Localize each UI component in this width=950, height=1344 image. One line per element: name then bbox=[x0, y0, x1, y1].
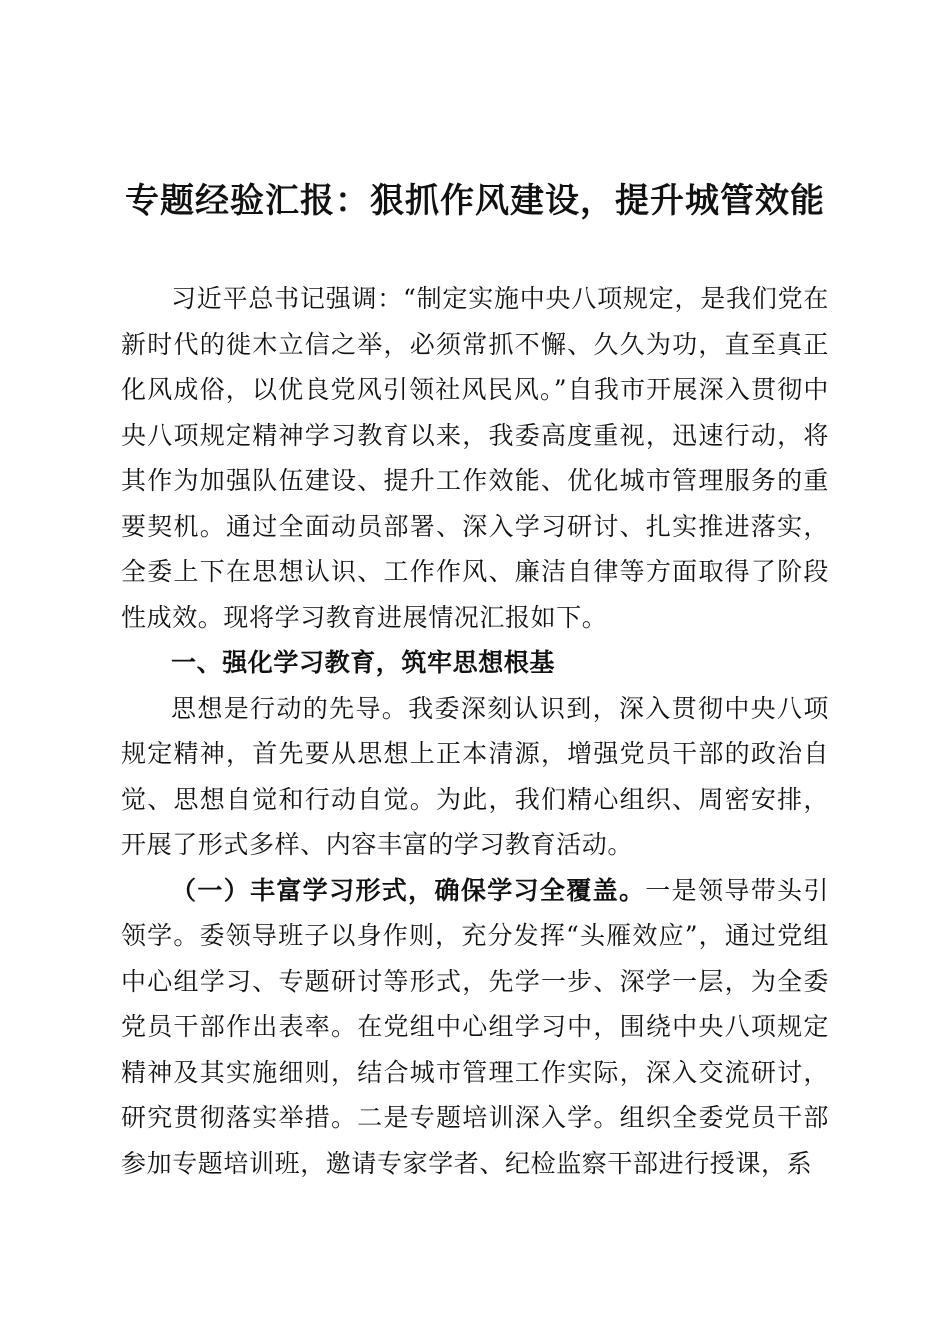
section-heading: 一、强化学习教育，筑牢思想根基 bbox=[171, 648, 556, 677]
subsection-text: 一是领导带头引领学。委领导班子以身作则，充分发挥“头雁效应”，通过党组中心组学习、专题研讨等形式，先学一步、深学一层，为全委党员干部作出表率。在党组中心组学习中，围绕中央八项规定精神及其实施细则，结合城市管理工作实际，深入交流研讨，研究贯彻落实举措。二是专题培训深入学。组织全委党员干部参加专题培训班，邀请专家学者、纪检监察干部进行授课，系 bbox=[121, 875, 829, 1178]
subsection-heading: （一）丰富学习形式，确保学习全覆盖。 bbox=[171, 875, 646, 905]
intro-paragraph: 习近平总书记强调：“制定实施中央八项规定，是我们党在新时代的徙木立信之举，必须常抓不懈、久久为功，直至真正化风成俗，以优良党风引领社风民风。”自我市开展深入贯彻中央八项规定精神学习教育以来，我委高度重视，迅速行动，将其作为加强队伍建设、提升工作效能、优化城市管理服务的重要契机。通过全面动员部署、深入学习研讨、扎实推进落实，全委上下在思想认识、工作作风、廉洁自律等方面取得了阶段性成效。现将学习教育进展情况汇报如下。 bbox=[121, 284, 829, 632]
subsection-paragraph bbox=[121, 868, 829, 1187]
section-paragraph: 思想是行动的先导。我委深刻认识到，深入贯彻中央八项规定精神，首先要从思想上正本清源，增强党员干部的政治自觉、思想自觉和行动自觉。为此，我们精心组织、周密安排，开展了形式多样、内容丰富的学习教育活动。 bbox=[121, 693, 829, 859]
document-body bbox=[121, 276, 829, 1186]
document-title: 专题经验汇报：狠抓作风建设，提升城管效能 bbox=[125, 181, 825, 221]
